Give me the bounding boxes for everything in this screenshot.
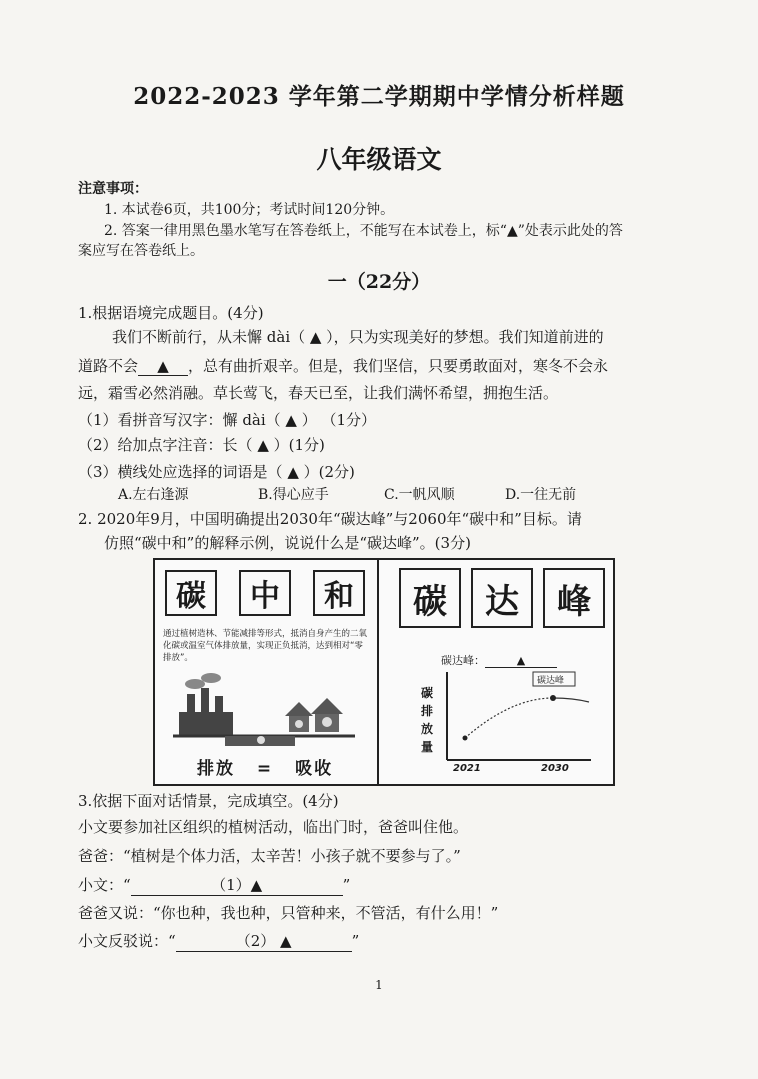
char-box-feng: 峰 bbox=[543, 568, 605, 628]
q3-stem: 3.依据下面对话情景，完成填空。(4分) bbox=[78, 792, 339, 810]
char-box-tan-2: 碳 bbox=[399, 568, 461, 628]
y-axis-char: 碳 bbox=[421, 686, 434, 700]
q1-option-b: B.得心应手 bbox=[258, 487, 329, 503]
point-2030-peak bbox=[550, 695, 556, 701]
carbon-peak-chart bbox=[441, 668, 601, 768]
q1-sub-3: （3）横线处应选择的词语是（ ▲ ）(2分) bbox=[78, 463, 355, 481]
notes-item-2-line-1: 2. 答案一律用黑色墨水笔写在答卷纸上，不能写在本试卷上，标“▲”处表示此处的答 bbox=[104, 223, 623, 239]
scale-equals: = bbox=[256, 759, 274, 779]
char-box-zhong: 中 bbox=[239, 570, 291, 616]
y-axis-char: 放 bbox=[421, 722, 434, 736]
char-box-da: 达 bbox=[471, 568, 533, 628]
q1-paragraph-line-3: 远，霜雪必然消融。草长莺飞，春天已至，让我们满怀希望，拥抱生活。 bbox=[78, 384, 559, 402]
carbon-neutral-explanation: 通过植树造林、节能减排等形式，抵消自身产生的二氧化碳或温室气体排放量，实现正负抵消，达到相对“零排放”。 bbox=[163, 629, 368, 663]
q1-paragraph-line-2 bbox=[78, 355, 608, 376]
q3-line-1: 小文要参加社区组织的植树活动，临出门时，爸爸叫住他。 bbox=[78, 818, 469, 836]
q3-speaker-rebuttal: 小文反驳说：“ bbox=[78, 932, 176, 950]
q1-line2-start: 道路不会 bbox=[78, 357, 139, 375]
carbon-figure bbox=[153, 558, 615, 786]
carbon-peak-panel bbox=[381, 560, 613, 784]
x-tick-2021: 2021 bbox=[453, 763, 481, 774]
notes-item-1: 1. 本试卷6页，共100分；考试时间120分钟。 bbox=[104, 202, 395, 218]
q1-stem: 1.根据语境完成题目。(4分) bbox=[78, 304, 264, 322]
q1-sub-2: （2）给加点字注音：长（ ▲ ）(1分) bbox=[78, 436, 325, 454]
char-box-tan: 碳 bbox=[165, 570, 217, 616]
emission-curve bbox=[553, 698, 589, 702]
q3-line-3 bbox=[78, 874, 350, 896]
notes-item-2-line-2: 案应写在答卷纸上。 bbox=[78, 243, 204, 259]
q3-speaker-xiaowen: 小文：“ bbox=[78, 876, 131, 894]
y-axis-label bbox=[421, 684, 435, 756]
q1-answer-blank: ▲ bbox=[138, 357, 188, 376]
balance-scale-illustration bbox=[165, 672, 370, 752]
carbon-neutral-panel bbox=[155, 560, 379, 784]
q1-option-c: C.一帆风顺 bbox=[384, 487, 455, 503]
point-2021 bbox=[463, 736, 468, 741]
q3-close-quote-1: ” bbox=[342, 876, 351, 894]
q3-close-quote-2: ” bbox=[351, 932, 360, 950]
exam-title: 2022-2023 学年第二学期期中学情分析样题 bbox=[133, 83, 625, 110]
factory-icon bbox=[179, 673, 233, 736]
scale-absorption: 吸收 bbox=[295, 759, 334, 779]
section-heading: 一（22分） bbox=[327, 271, 431, 293]
q3-answer-blank-1: （1）▲ bbox=[131, 874, 343, 896]
q3-line-5 bbox=[78, 930, 359, 952]
scale-caption bbox=[197, 754, 333, 779]
houses-icon bbox=[285, 698, 343, 732]
definition-label: 碳达峰： bbox=[441, 654, 485, 667]
exam-subtitle: 八年级语文 bbox=[316, 145, 442, 174]
emission-curve-dashed bbox=[465, 698, 553, 738]
peak-label: 碳达峰 bbox=[537, 676, 565, 686]
q1-option-a: A.左右逢源 bbox=[118, 487, 189, 503]
x-tick-2030: 2030 bbox=[541, 763, 569, 774]
notes-heading: 注意事项： bbox=[78, 181, 148, 197]
scale-emission: 排放 bbox=[197, 759, 235, 779]
q2-line-2: 仿照“碳中和”的解释示例，说说什么是“碳达峰”。(3分) bbox=[104, 534, 471, 552]
q1-line2-end: ，总有曲折艰辛。但是，我们坚信，只要勇敢面对，寒冬不会永 bbox=[188, 357, 609, 375]
q1-sub-1: （1）看拼音写汉字：懈 dài（ ▲ ） （1分） bbox=[78, 411, 377, 429]
carbon-peak-definition bbox=[441, 652, 557, 668]
definition-blank: ▲ bbox=[485, 654, 557, 668]
y-axis-char: 排 bbox=[421, 704, 434, 718]
page-number: 1 bbox=[375, 978, 383, 992]
q1-paragraph-line-1: 我们不断前行，从未懈 dài（ ▲ ），只为实现美好的梦想。我们知道前进的 bbox=[112, 328, 604, 346]
q3-answer-blank-2: （2） ▲ bbox=[176, 930, 352, 952]
q1-option-d: D.一往无前 bbox=[505, 487, 577, 503]
q2-line-1: 2. 2020年9月，中国明确提出2030年“碳达峰”与2060年“碳中和”目标。请 bbox=[78, 510, 582, 528]
q3-line-2: 爸爸：“植树是个体力活，太辛苦！小孩子就不要参与了。” bbox=[78, 847, 461, 865]
y-axis-char: 量 bbox=[421, 740, 434, 754]
q3-line-4: 爸爸又说：“你也种，我也种，只管种来，不管活，有什么用！” bbox=[78, 904, 499, 922]
char-box-he: 和 bbox=[313, 570, 365, 616]
